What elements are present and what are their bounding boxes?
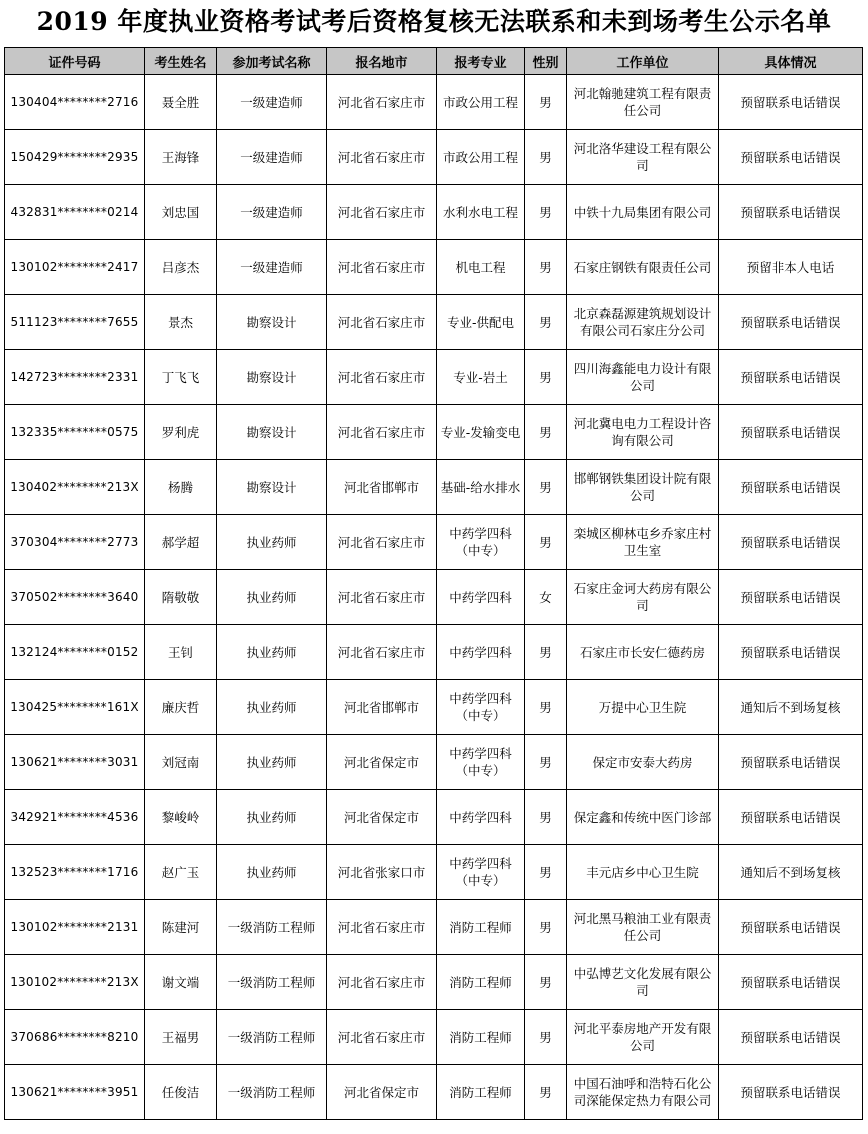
status-cell: 预留联系电话错误	[719, 350, 863, 405]
employer-cell: 万提中心卫生院	[567, 680, 719, 735]
status-cell: 预留联系电话错误	[719, 295, 863, 350]
table-row	[5, 790, 863, 845]
candidate-table-container	[4, 47, 862, 1120]
name-cell: 陈建河	[145, 900, 217, 955]
status-cell: 预留联系电话错误	[719, 900, 863, 955]
city-cell: 河北省石家庄市	[327, 625, 437, 680]
header-gender: 性别	[525, 48, 567, 75]
table-row	[5, 955, 863, 1010]
id-number-cell: 432831********0214	[5, 185, 145, 240]
table-header-row	[5, 48, 863, 75]
major-cell: 中药学四科（中专）	[437, 515, 525, 570]
gender-cell: 男	[525, 845, 567, 900]
id-number-cell: 150429********2935	[5, 130, 145, 185]
status-cell: 通知后不到场复核	[719, 680, 863, 735]
gender-cell: 男	[525, 185, 567, 240]
gender-cell: 男	[525, 130, 567, 185]
status-cell: 预留联系电话错误	[719, 185, 863, 240]
id-number-cell: 132523********1716	[5, 845, 145, 900]
table-row	[5, 75, 863, 130]
table-row	[5, 735, 863, 790]
status-cell: 预留联系电话错误	[719, 570, 863, 625]
employer-cell: 保定鑫和传统中医门诊部	[567, 790, 719, 845]
name-cell: 聂全胜	[145, 75, 217, 130]
exam-cell: 一级建造师	[217, 75, 327, 130]
major-cell: 中药学四科	[437, 790, 525, 845]
employer-cell: 栾城区柳林屯乡乔家庄村卫生室	[567, 515, 719, 570]
gender-cell: 男	[525, 900, 567, 955]
employer-cell: 保定市安泰大药房	[567, 735, 719, 790]
gender-cell: 男	[525, 405, 567, 460]
status-cell: 预留联系电话错误	[719, 130, 863, 185]
status-cell: 预留联系电话错误	[719, 405, 863, 460]
status-cell: 预留联系电话错误	[719, 735, 863, 790]
major-cell: 中药学四科（中专）	[437, 845, 525, 900]
employer-cell: 邯郸钢铁集团设计院有限公司	[567, 460, 719, 515]
city-cell: 河北省保定市	[327, 790, 437, 845]
id-number-cell: 130404********2716	[5, 75, 145, 130]
city-cell: 河北省石家庄市	[327, 955, 437, 1010]
city-cell: 河北省石家庄市	[327, 405, 437, 460]
gender-cell: 男	[525, 790, 567, 845]
major-cell: 中药学四科（中专）	[437, 680, 525, 735]
exam-cell: 一级建造师	[217, 185, 327, 240]
major-cell: 专业-岩土	[437, 350, 525, 405]
gender-cell: 男	[525, 75, 567, 130]
city-cell: 河北省石家庄市	[327, 240, 437, 295]
city-cell: 河北省石家庄市	[327, 515, 437, 570]
employer-cell: 石家庄市长安仁德药房	[567, 625, 719, 680]
major-cell: 水利水电工程	[437, 185, 525, 240]
major-cell: 专业-供配电	[437, 295, 525, 350]
exam-cell: 一级建造师	[217, 240, 327, 295]
id-number-cell: 130425********161X	[5, 680, 145, 735]
exam-cell: 一级消防工程师	[217, 1065, 327, 1120]
table-row	[5, 240, 863, 295]
major-cell: 市政公用工程	[437, 130, 525, 185]
candidate-table	[4, 47, 863, 1120]
header-major: 报考专业	[437, 48, 525, 75]
exam-cell: 执业药师	[217, 570, 327, 625]
gender-cell: 男	[525, 955, 567, 1010]
gender-cell: 男	[525, 1010, 567, 1065]
id-number-cell: 342921********4536	[5, 790, 145, 845]
exam-cell: 一级消防工程师	[217, 1010, 327, 1065]
table-row	[5, 1065, 863, 1120]
city-cell: 河北省邯郸市	[327, 680, 437, 735]
city-cell: 河北省邯郸市	[327, 460, 437, 515]
status-cell: 预留联系电话错误	[719, 75, 863, 130]
name-cell: 刘忠国	[145, 185, 217, 240]
employer-cell: 四川海鑫能电力设计有限公司	[567, 350, 719, 405]
table-row	[5, 570, 863, 625]
major-cell: 消防工程师	[437, 1010, 525, 1065]
id-number-cell: 130621********3031	[5, 735, 145, 790]
employer-cell: 石家庄钢铁有限责任公司	[567, 240, 719, 295]
name-cell: 刘冠南	[145, 735, 217, 790]
header-city: 报名地市	[327, 48, 437, 75]
exam-cell: 执业药师	[217, 680, 327, 735]
employer-cell: 丰元店乡中心卫生院	[567, 845, 719, 900]
name-cell: 王海锋	[145, 130, 217, 185]
gender-cell: 男	[525, 515, 567, 570]
exam-cell: 勘察设计	[217, 405, 327, 460]
id-number-cell: 142723********2331	[5, 350, 145, 405]
gender-cell: 男	[525, 1065, 567, 1120]
major-cell: 中药学四科（中专）	[437, 735, 525, 790]
name-cell: 杨腾	[145, 460, 217, 515]
city-cell: 河北省石家庄市	[327, 350, 437, 405]
exam-cell: 勘察设计	[217, 460, 327, 515]
name-cell: 王钊	[145, 625, 217, 680]
table-row	[5, 295, 863, 350]
gender-cell: 女	[525, 570, 567, 625]
city-cell: 河北省石家庄市	[327, 900, 437, 955]
name-cell: 景杰	[145, 295, 217, 350]
employer-cell: 中国石油呼和浩特石化公司深能保定热力有限公司	[567, 1065, 719, 1120]
major-cell: 市政公用工程	[437, 75, 525, 130]
employer-cell: 河北冀电电力工程设计咨询有限公司	[567, 405, 719, 460]
status-cell: 预留联系电话错误	[719, 955, 863, 1010]
city-cell: 河北省张家口市	[327, 845, 437, 900]
name-cell: 谢文端	[145, 955, 217, 1010]
id-number-cell: 130402********213X	[5, 460, 145, 515]
status-cell: 预留联系电话错误	[719, 1010, 863, 1065]
employer-cell: 河北翰驰建筑工程有限责任公司	[567, 75, 719, 130]
name-cell: 王福男	[145, 1010, 217, 1065]
page-title: 2019 年度执业资格考试考后资格复核无法联系和未到场考生公示名单	[36, 7, 832, 36]
id-number-cell: 130102********213X	[5, 955, 145, 1010]
city-cell: 河北省石家庄市	[327, 185, 437, 240]
city-cell: 河北省石家庄市	[327, 75, 437, 130]
gender-cell: 男	[525, 680, 567, 735]
id-number-cell: 130621********3951	[5, 1065, 145, 1120]
name-cell: 黎峻岭	[145, 790, 217, 845]
major-cell: 消防工程师	[437, 900, 525, 955]
table-row	[5, 460, 863, 515]
id-number-cell: 370304********2773	[5, 515, 145, 570]
table-row	[5, 625, 863, 680]
city-cell: 河北省石家庄市	[327, 1010, 437, 1065]
name-cell: 廉庆哲	[145, 680, 217, 735]
major-cell: 机电工程	[437, 240, 525, 295]
table-row	[5, 405, 863, 460]
id-number-cell: 370502********3640	[5, 570, 145, 625]
id-number-cell: 130102********2131	[5, 900, 145, 955]
city-cell: 河北省保定市	[327, 1065, 437, 1120]
id-number-cell: 132124********0152	[5, 625, 145, 680]
name-cell: 任俊洁	[145, 1065, 217, 1120]
exam-cell: 执业药师	[217, 790, 327, 845]
exam-cell: 执业药师	[217, 845, 327, 900]
name-cell: 丁飞飞	[145, 350, 217, 405]
name-cell: 吕彦杰	[145, 240, 217, 295]
major-cell: 中药学四科	[437, 625, 525, 680]
employer-cell: 中铁十九局集团有限公司	[567, 185, 719, 240]
status-cell: 预留非本人电话	[719, 240, 863, 295]
name-cell: 郝学超	[145, 515, 217, 570]
status-cell: 预留联系电话错误	[719, 515, 863, 570]
table-row	[5, 185, 863, 240]
major-cell: 消防工程师	[437, 955, 525, 1010]
header-exam: 参加考试名称	[217, 48, 327, 75]
header-status: 具体情况	[719, 48, 863, 75]
exam-cell: 执业药师	[217, 735, 327, 790]
employer-cell: 中弘博艺文化发展有限公司	[567, 955, 719, 1010]
exam-cell: 一级消防工程师	[217, 955, 327, 1010]
city-cell: 河北省石家庄市	[327, 130, 437, 185]
gender-cell: 男	[525, 240, 567, 295]
id-number-cell: 370686********8210	[5, 1010, 145, 1065]
id-number-cell: 132335********0575	[5, 405, 145, 460]
gender-cell: 男	[525, 735, 567, 790]
employer-cell: 河北洛华建设工程有限公司	[567, 130, 719, 185]
gender-cell: 男	[525, 625, 567, 680]
employer-cell: 河北黑马粮油工业有限责任公司	[567, 900, 719, 955]
gender-cell: 男	[525, 295, 567, 350]
gender-cell: 男	[525, 350, 567, 405]
exam-cell: 执业药师	[217, 515, 327, 570]
status-cell: 预留联系电话错误	[719, 625, 863, 680]
city-cell: 河北省石家庄市	[327, 295, 437, 350]
id-number-cell: 511123********7655	[5, 295, 145, 350]
city-cell: 河北省保定市	[327, 735, 437, 790]
status-cell: 预留联系电话错误	[719, 460, 863, 515]
table-row	[5, 130, 863, 185]
name-cell: 隋敬敬	[145, 570, 217, 625]
city-cell: 河北省石家庄市	[327, 570, 437, 625]
exam-cell: 勘察设计	[217, 295, 327, 350]
status-cell: 预留联系电话错误	[719, 1065, 863, 1120]
table-row	[5, 680, 863, 735]
header-name: 考生姓名	[145, 48, 217, 75]
status-cell: 预留联系电话错误	[719, 790, 863, 845]
table-row	[5, 515, 863, 570]
header-employer: 工作单位	[567, 48, 719, 75]
name-cell: 赵广玉	[145, 845, 217, 900]
id-number-cell: 130102********2417	[5, 240, 145, 295]
employer-cell: 北京森磊源建筑规划设计有限公司石家庄分公司	[567, 295, 719, 350]
exam-cell: 勘察设计	[217, 350, 327, 405]
table-row	[5, 845, 863, 900]
exam-cell: 一级消防工程师	[217, 900, 327, 955]
table-row	[5, 1010, 863, 1065]
exam-cell: 执业药师	[217, 625, 327, 680]
name-cell: 罗利虎	[145, 405, 217, 460]
employer-cell: 石家庄金诃大药房有限公司	[567, 570, 719, 625]
status-cell: 通知后不到场复核	[719, 845, 863, 900]
major-cell: 中药学四科	[437, 570, 525, 625]
table-body	[5, 75, 863, 1120]
major-cell: 专业-发输变电	[437, 405, 525, 460]
employer-cell: 河北平泰房地产开发有限公司	[567, 1010, 719, 1065]
header-id-number: 证件号码	[5, 48, 145, 75]
gender-cell: 男	[525, 460, 567, 515]
major-cell: 基础-给水排水	[437, 460, 525, 515]
table-row	[5, 900, 863, 955]
major-cell: 消防工程师	[437, 1065, 525, 1120]
exam-cell: 一级建造师	[217, 130, 327, 185]
table-row	[5, 350, 863, 405]
